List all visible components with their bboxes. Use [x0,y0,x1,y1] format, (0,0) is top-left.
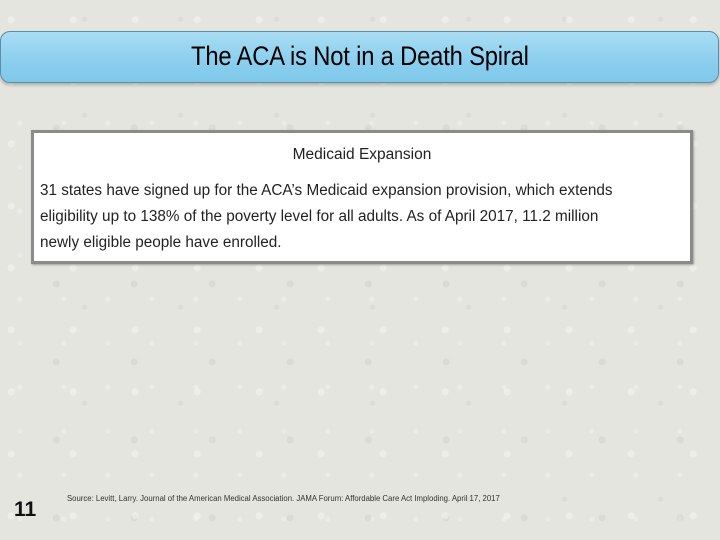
panel-body-line: 31 states have signed up for the ACA’s Medicaid expansion provision, which extends [40,182,613,199]
medicaid-expansion-panel [31,130,693,264]
slide-title: The ACA is Not in a Death Spiral [190,40,529,71]
title-bar [0,31,719,83]
panel-body-line: eligibility up to 138% of the poverty level for all adults. As of April 2017, 11.2 million [40,208,599,225]
panel-heading: Medicaid Expansion [292,146,432,163]
panel-body-line: newly eligible people have enrolled. [40,234,282,251]
source-citation: Source: Levitt, Larry. Journal of the American Medical Association. JAMA Forum: Affordable Care Act Imploding. April 17, 2017 [67,494,500,503]
slide-number: 11 [14,498,37,521]
panel-body [40,178,690,256]
